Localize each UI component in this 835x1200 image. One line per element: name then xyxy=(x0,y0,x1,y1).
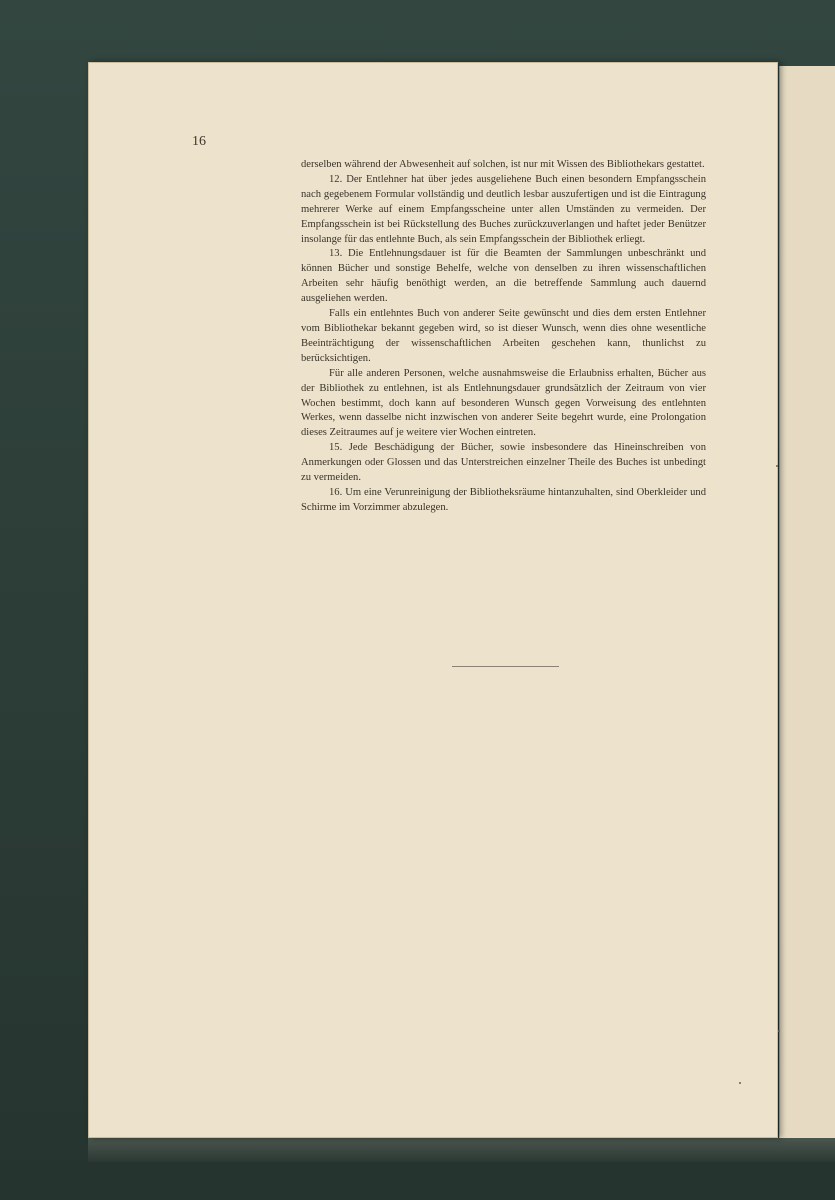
paper-speck xyxy=(776,465,778,467)
paragraph-continuation: derselben während der Abwesenheit auf solchen, ist nur mit Wissen des Bibliothekars gestattet. xyxy=(301,159,705,170)
paragraph-16: 16. Um eine Verunreinigung der Bibliotheksräume hintanzuhalten, sind Oberkleider und Schirme im Vorzimmer abzulegen. xyxy=(301,486,706,513)
paragraph-12: 12. Der Entlehner hat über jedes ausgeliehene Buch einen besondern Empfangsschein nach gegebenem Formular vollständig und deutlich lesbar auszufertigen und ist die Eintragung mehrerer Werke auf einem Empfangsscheine unter allen Umständen zu vermeiden. Der Empfangsschein ist bei Rückstellung des Buches zurückzuverlangen und haftet jeder Benützer insolange für das entlehnte Buch, als sein Empfangsschein der Bibliothek erliegt. xyxy=(301,173,706,245)
paragraph-13-personen: Für alle anderen Personen, welche ausnahmsweise die Erlaubniss erhalten, Bücher aus der Bibliothek zu entlehnen, ist als Entlehnungsdauer grundsätzlich der Zeitraum von vier Wochen bestimmt, doch kann auf besonderen Wunsch gegen Vorweisung des entlehnten Werkes, wenn dasselbe nicht inzwischen von anderer Seite begehrt wurde, eine Prolongation dieses Zeitraumes auf je weitere vier Wochen eintreten. xyxy=(301,367,706,439)
paragraph-13-falls: Falls ein entlehntes Buch von anderer Seite gewünscht und dies dem ersten Entlehner vom Bibliothekar bekannt gegeben wird, so ist dieser Wunsch, wenn dies ohne wesentliche Beeinträchtigung der wissenschaftlichen Arbeiten geschehen kann, thunlichst zu berücksichtigen. xyxy=(301,308,706,364)
paragraph-15: 15. Jede Beschädigung der Bücher, sowie insbesondere das Hineinschreiben von Anmerkungen oder Glossen und das Unterstreichen einzelner Theile des Buches ist unbedingt zu vermeiden. xyxy=(301,442,706,484)
paper-speck xyxy=(778,1030,780,1032)
paragraph-13: 13. Die Entlehnungsdauer ist für die Beamten der Sammlungen unbeschränkt und können Bücher und sonstige Behelfe, welche von denselben zu ihren wissenschaftlichen Arbeiten sehr häufig benöthigt werden, an die betreffende Sammlung auch dauernd ausgeliehen werden. xyxy=(301,248,706,305)
paper-speck xyxy=(739,1082,741,1084)
body-text xyxy=(301,158,706,516)
closing-rule xyxy=(452,666,559,667)
facing-page-edge xyxy=(779,66,835,1158)
page-shadow xyxy=(88,1138,835,1162)
page-number: 16 xyxy=(192,134,206,149)
